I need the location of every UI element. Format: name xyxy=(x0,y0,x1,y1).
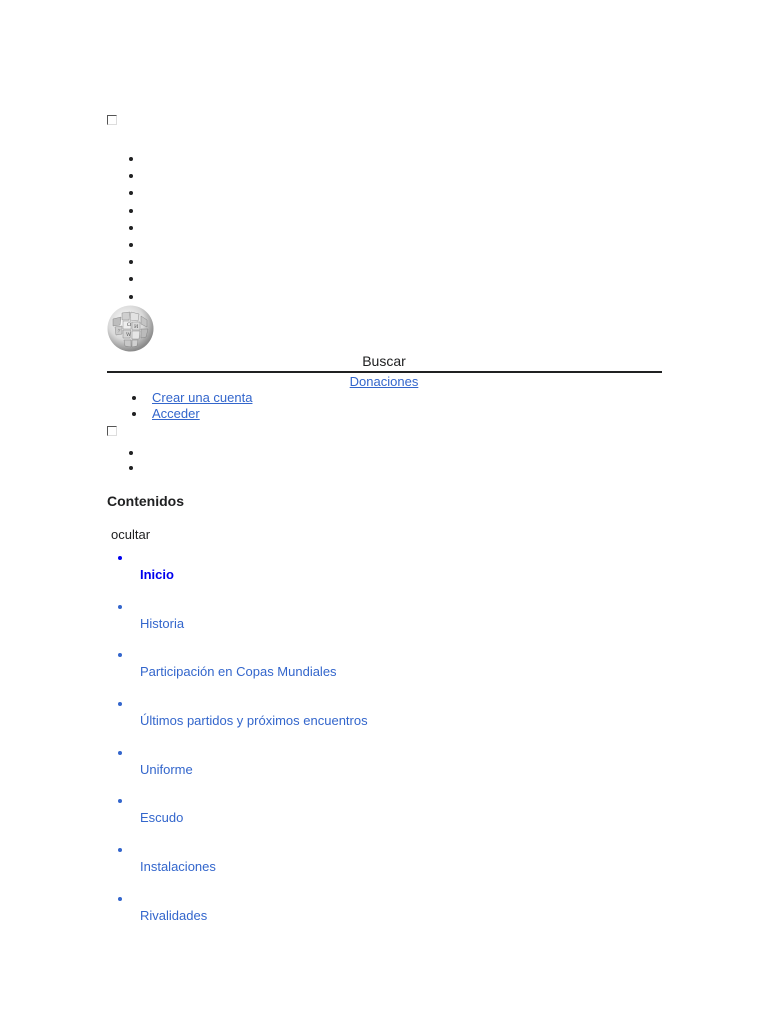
toc-link[interactable]: Participación en Copas Mundiales xyxy=(140,664,337,680)
create-account-link[interactable]: Crear una cuenta xyxy=(152,390,253,405)
account-menu xyxy=(132,390,252,422)
search-button[interactable]: Buscar xyxy=(362,353,406,369)
list-item[interactable] xyxy=(129,260,133,264)
toc-link[interactable]: Instalaciones xyxy=(140,859,216,875)
list-item[interactable] xyxy=(129,191,133,195)
list-item[interactable] xyxy=(129,295,133,299)
toc-link[interactable]: Escudo xyxy=(140,810,184,826)
login-link[interactable]: Acceder xyxy=(152,406,200,421)
list-item[interactable] xyxy=(129,277,133,281)
bullet-icon xyxy=(118,556,122,560)
donations-link[interactable]: Donaciones xyxy=(349,374,419,389)
svg-text:ク: ク xyxy=(117,328,121,333)
toc-item-rivalidades[interactable] xyxy=(118,892,618,941)
list-item[interactable] xyxy=(129,174,133,178)
search-divider xyxy=(107,371,662,373)
list-item[interactable] xyxy=(129,451,133,455)
toc-item-escudo[interactable] xyxy=(118,794,618,843)
bullet-icon xyxy=(118,605,122,609)
list-item xyxy=(132,390,252,406)
bullet-icon xyxy=(118,702,122,706)
wikipedia-globe-icon[interactable] xyxy=(107,305,154,352)
bullet-icon xyxy=(118,848,122,852)
list-item[interactable] xyxy=(129,243,133,247)
toc-list xyxy=(118,551,618,941)
bullet-icon xyxy=(118,653,122,657)
bullet-icon xyxy=(118,897,122,901)
toc-link[interactable]: Rivalidades xyxy=(140,907,208,923)
toc-item-historia[interactable] xyxy=(118,600,618,649)
toc-item-copas-mundiales[interactable] xyxy=(118,648,618,697)
list-item[interactable] xyxy=(129,157,133,161)
donations-link-wrap xyxy=(0,374,768,389)
list-item xyxy=(132,406,252,422)
list-item[interactable] xyxy=(129,209,133,213)
main-menu-checkbox[interactable] xyxy=(107,115,117,125)
toc-item-inicio[interactable] xyxy=(118,551,618,600)
toc-link[interactable]: Uniforme xyxy=(140,761,193,777)
user-menu-checkbox[interactable] xyxy=(107,426,117,436)
toc-link[interactable]: Inicio xyxy=(140,567,174,582)
toc-link[interactable]: Historia xyxy=(140,615,185,631)
toc-hide-button[interactable]: ocultar xyxy=(111,527,151,542)
toc-title: Contenidos xyxy=(107,493,184,509)
toc-item-instalaciones[interactable] xyxy=(118,843,618,892)
toc-link[interactable]: Últimos partidos y próximos encuentros xyxy=(140,713,368,729)
svg-text:И: И xyxy=(134,324,139,330)
list-item[interactable] xyxy=(129,466,133,470)
toc-item-uniforme[interactable] xyxy=(118,746,618,795)
bullet-icon xyxy=(118,799,122,803)
list-item[interactable] xyxy=(129,226,133,230)
toc-item-ultimos-partidos[interactable] xyxy=(118,697,618,746)
svg-text:W: W xyxy=(126,332,132,338)
bullet-icon xyxy=(118,751,122,755)
svg-text:Ω: Ω xyxy=(127,322,132,328)
